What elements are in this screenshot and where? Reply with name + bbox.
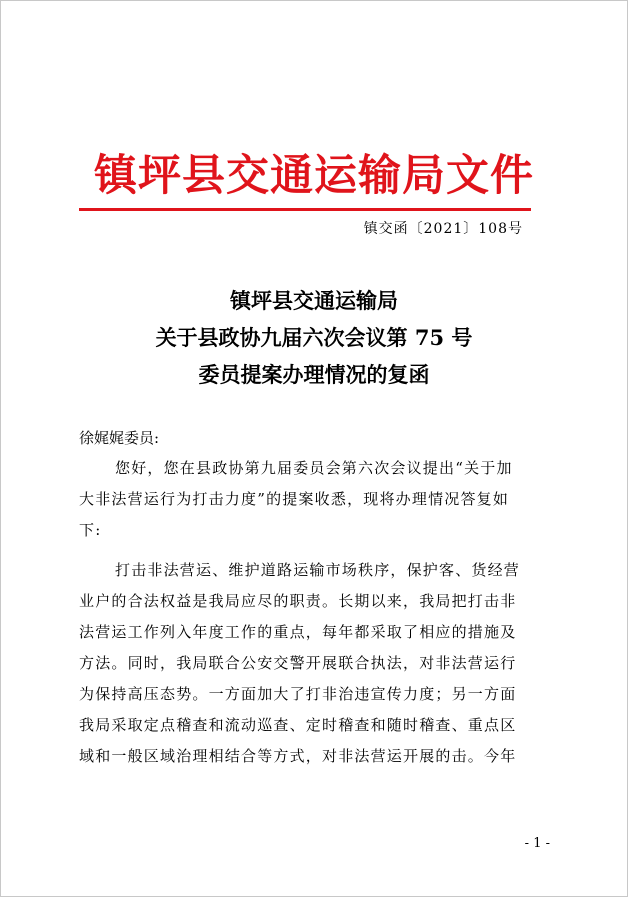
- document-number: 镇交函〔2021〕108号: [363, 221, 523, 237]
- reply-title-line-1: 镇坪县交通运输局: [230, 288, 398, 313]
- body-paragraph-1: [79, 453, 549, 546]
- paragraph-line: 法营运工作列入年度工作的重点，每年都采取了相应的措施及: [79, 623, 517, 641]
- reply-title-line-3: 委员提案办理情况的复函: [198, 362, 430, 387]
- paragraph-line: 打击非法营运、维护道路运输市场秩序，保护客、货经营: [115, 561, 521, 579]
- page-number: - 1 -: [524, 836, 550, 851]
- paragraph-line: 域和一般区域治理相结合等方式，对非法营运开展的击。今年: [79, 747, 517, 765]
- document-header-title: 镇坪县交通运输局文件: [94, 151, 534, 201]
- paragraph-line: 下:: [79, 521, 102, 539]
- salutation: 徐娓娓委员:: [79, 429, 160, 447]
- paragraph-line: 方法。同时，我局联合公安交警开展联合执法，对非法营运行: [79, 654, 517, 672]
- paragraph-line: 我局采取定点稽查和流动巡查、定时稽查和随时稽查、重点区: [79, 716, 517, 734]
- red-separator-line: [79, 208, 531, 211]
- paragraph-line: 您好，您在县政协第九届委员会第六次会议提出“关于加: [115, 459, 513, 477]
- paragraph-line: 为保持高压态势。一方面加大了打非治违宣传力度；另一方面: [79, 685, 517, 703]
- reply-title: [0, 282, 628, 393]
- paragraph-line: 业户的合法权益是我局应尽的职责。长期以来，我局把打击非: [79, 592, 517, 610]
- body-paragraph-2: [79, 555, 549, 772]
- paragraph-line: 大非法营运行为打击力度”的提案收悉，现将办理情况答复如: [79, 490, 510, 508]
- reply-title-line-2: 关于县政协九届六次会议第 75 号: [155, 325, 473, 350]
